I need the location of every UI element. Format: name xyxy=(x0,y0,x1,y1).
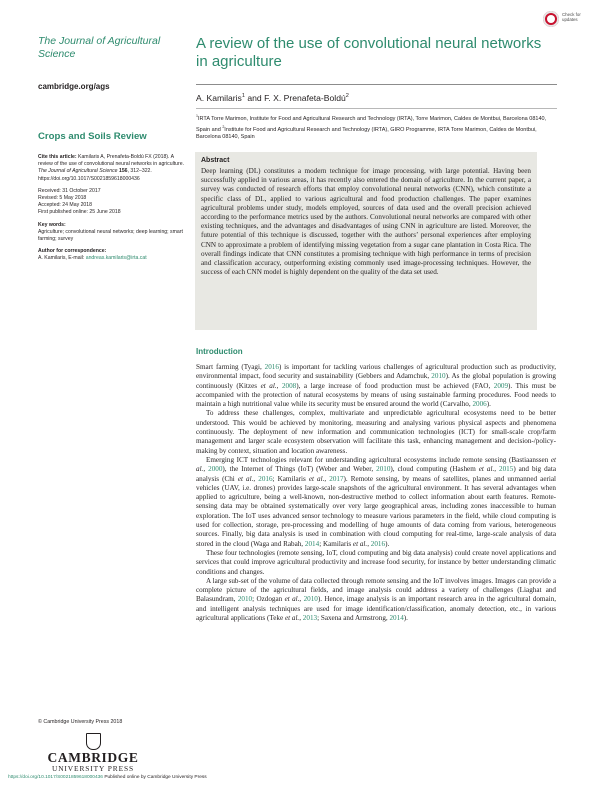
paragraph-4: These four technologies (remote sensing, IoT, cloud computing and big data analysis) could create novel applications and services that could improve agricultural productivity and increase food security, for instance by better understanding climatic conditions and changes. xyxy=(196,548,556,576)
affiliation-1: IRTA Torre Marimon, Institute for Food and Agricultural Research and Technology (IRTA), Torre Marimon, Caldes de Montbui, Barcelona 08140, Spain and xyxy=(196,115,547,133)
citation-link[interactable]: 2016 xyxy=(370,539,386,548)
citation-link[interactable]: 2013 xyxy=(302,614,318,623)
abstract-box xyxy=(195,152,537,330)
crest-icon xyxy=(86,733,101,750)
author-1: A. Kamilaris xyxy=(196,93,242,103)
introduction-heading: Introduction xyxy=(196,347,243,356)
correspondence-name: A. Kamilaris, E-mail: xyxy=(38,255,85,262)
page-footer xyxy=(8,775,207,780)
cite-label: Cite this article: xyxy=(38,154,77,160)
crossmark-label: Check for updates xyxy=(562,12,581,23)
cite-volume: 156 xyxy=(118,168,128,175)
accepted-date: Accepted: 24 May 2018 xyxy=(38,202,93,209)
citation-link[interactable]: 2010 xyxy=(237,595,253,604)
citation-link[interactable]: 2010 xyxy=(303,595,318,604)
paragraph-2: To address these challenges, complex, multivariate and unpredictable agricultural ecosystems need to be better understood. This would be achieved by monitoring, measuring and analysing various physical aspects and phenomena continuously. The deployment of new information and communication technologies (ICT) for small-scale crop/farm management and larger scale ecosystem observation will facilitate this task, enhancing management and decision-/policy-making by context, situation and location awareness. xyxy=(196,409,556,455)
citation-link[interactable]: 2000 xyxy=(208,465,223,474)
keywords-block xyxy=(38,222,188,244)
citation-link[interactable]: 2006 xyxy=(472,400,487,409)
revised-date: Revised: 5 May 2018 xyxy=(38,195,87,202)
paragraph-3: Emerging ICT technologies relevant for understanding agricultural ecosystems include remote sensing (Bastiaanssen et al., 2000), the Internet of Things (IoT) (Weber and Weber, 2010), cloud computing (Hashem et al., 2015) and big data analysis (Chi et al., 2016; Kamilaris et al., 2017). Remote sensing, by means of satellites, planes and unmanned aerial vehicles (UAV, i.e. drones) provides large-scale snapshots of the agricultural environment. It has several advantages when applied to agriculture, being a well-known, non-destructive method to collect information about earth features. Remote-sensing data may be obtained systematically over very large geographical areas, including zones inaccessible to human exploration. The IoT uses advanced sensor technology to measure various parameters in the field, while cloud computing is used for collection, storage, pre-processing and modelling of huge amounts of data coming from various, heterogeneous sources. Finally, big data analysis is used in combination with cloud computing for real-time, large-scale analysis of data stored in the cloud (Waga and Rabah, 2014; Kamilaris et al., 2016). xyxy=(196,455,557,548)
cambridge-university-press-logo xyxy=(38,733,148,773)
article-title: A review of the use of convolutional neural networks in agriculture xyxy=(196,35,542,70)
keywords-label: Key words: xyxy=(38,221,66,228)
received-date: Received: 31 October 2017 xyxy=(38,187,101,194)
affiliation-1-mark: 1 xyxy=(196,114,198,118)
citation-link[interactable]: 2014 xyxy=(389,614,404,623)
affiliations xyxy=(196,113,556,142)
body-text xyxy=(196,363,556,623)
doi-link[interactable]: https://doi.org/10.1017/S0021859618000436 xyxy=(8,775,103,780)
first-published-date: First published online: 25 June 2018 xyxy=(38,209,121,216)
abstract-heading: Abstract xyxy=(201,157,230,164)
citation-link[interactable]: 2010 xyxy=(376,465,391,474)
journal-url-link[interactable]: cambridge.org/ags xyxy=(38,82,110,91)
cite-text: Kamilaris A, Prenafeta-Boldú FX (2018). A review of the use of convolutional neural networks in agriculture. xyxy=(38,154,185,168)
logo-line-2: UNIVERSITY PRESS xyxy=(51,764,135,773)
crossmark-icon[interactable] xyxy=(543,11,559,27)
logo-line-1: CAMBRIDGE xyxy=(47,750,139,765)
cite-pages-doi: , 312–322. https://doi.org/10.1017/S0021859618000436 xyxy=(38,168,152,182)
correspondence-label: Author for correspondence: xyxy=(38,248,107,255)
keywords-list: Agriculture; convolutional neural networks; deep learning; smart farming; survey xyxy=(38,228,183,243)
author-1-affiliation-mark: 1 xyxy=(241,93,245,100)
copyright-notice: © Cambridge University Press 2018 xyxy=(38,719,123,725)
citation-link[interactable]: 2014 xyxy=(304,539,320,548)
abstract-text: Deep learning (DL) constitutes a modern technique for image processing, with large potential. Having been successfully applied in various areas, it has recently also entered the domain of agriculture. In the current paper, a survey was conducted of research efforts that employ convolutional neural networks (CNN), which constitute a specific class of DL, applied to various agricultural and food production challenges. The paper examines agricultural problems under study, models employed, sources of data used and the overall precision achieved according to the performance metrics used by the authors. Convolutional neural networks are compared with other existing techniques, and the advantages and disadvantages of using CNN in agriculture are listed. Moreover, the future potential of this technique is discussed, together with the authors’ personal experiences after employing CNN to approximate a problem of identifying missing vegetation from a sugar cane plantation in Costa Rica. The overall findings indicate that CNN constitutes a promising technique with high performance in terms of precision and classification accuracy, outperforming existing commonly used image-processing techniques. However, the success of each CNN model is highly dependent on the quality of the data set used. xyxy=(201,167,531,277)
paragraph-1: Smart farming (Tyagi, 2016) is important for tackling various challenges of agricultural production such as productivity, environmental impact, food security and sustainability (Gebbers and Adamchuk, 2010). As the global population is growing continuously (Kitzes et al., 2008), a large increase of food production must be achieved (FAO, 2009). This must be accompanied with the protection of natural ecosystems by means of using sustainable farming procedures. Food needs to maintain a high nutritional value while its security must be ensured around the world (Carvalho, 2006). xyxy=(196,363,556,409)
affiliation-2-mark: 2 xyxy=(222,124,225,129)
citation-link[interactable]: 2010 xyxy=(431,372,446,381)
citation-link[interactable]: 2016 xyxy=(258,474,273,483)
citation-link[interactable]: 2015 xyxy=(499,465,514,474)
title-divider xyxy=(196,84,557,85)
section-name: Crops and Soils Review xyxy=(38,131,147,142)
citation-block xyxy=(38,154,188,183)
citation-link[interactable]: 2016 xyxy=(264,363,279,371)
correspondence-block xyxy=(38,248,188,262)
author-list xyxy=(196,93,349,103)
cite-journal: The Journal of Agricultural Science xyxy=(38,168,118,175)
citation-link[interactable]: 2017 xyxy=(329,474,344,483)
correspondence-email-link[interactable]: andreas.kamilaris@irta.cat xyxy=(85,255,147,262)
sidebar-meta xyxy=(38,154,188,268)
author-2: and F. X. Prenafeta-Boldú xyxy=(244,93,346,103)
journal-title: The Journal of Agricultural Science xyxy=(38,35,161,60)
published-online-text: Published online by Cambridge University Press xyxy=(104,775,207,780)
dates-block xyxy=(38,188,188,217)
affiliation-2: Institute for Food and Agricultural Research and Technology (IRTA), GIRO Programme, IRTA Torre Marimon, Caldes de Montbui, Barcelona 08140, Spain xyxy=(196,126,537,141)
authors-divider xyxy=(196,108,557,109)
citation-link[interactable]: 2009 xyxy=(493,381,509,390)
author-2-affiliation-mark: 2 xyxy=(345,93,349,100)
paragraph-5: A large sub-set of the volume of data collected through remote sensing and the IoT involves images. Images can provide a complete picture of the agricultural fields, and image analysis could address a variety of challenges (Liaghat and Balasundram, 2010; Ozdogan et al., 2010). Hence, image analysis is an important research area in the agricultural domain, and intelligent analysis techniques are used for image identification/classification, anomaly detection, etc., in various agricultural applications (Teke et al., 2013; Saxena and Armstrong, 2014). xyxy=(196,576,556,623)
citation-link[interactable]: 2008 xyxy=(281,381,297,390)
